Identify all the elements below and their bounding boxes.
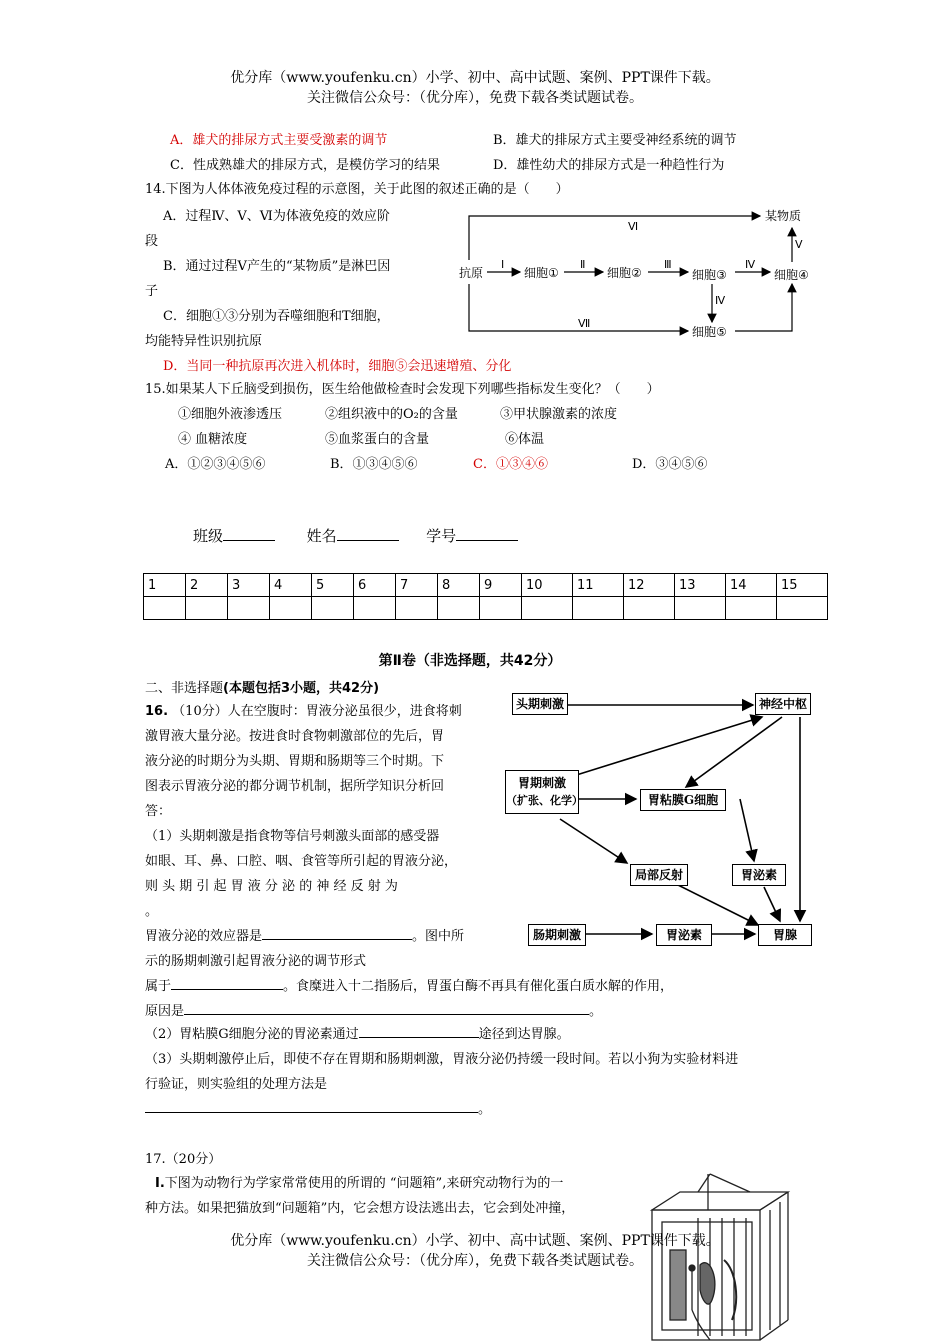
gastrin-box-2: 胃泌素 [656, 924, 712, 946]
q14-option-c-2: 均能特异性识别抗原 [145, 334, 263, 349]
answer-number: 4 [270, 574, 312, 597]
q13-option-a: A．雄犬的排尿方式主要受激素的调节 [170, 133, 388, 148]
reason-blank[interactable] [184, 1001, 589, 1015]
q16-line-1-text: （10分）人在空腹时：胃液分泌虽很少，进食将刺 [172, 704, 462, 719]
answer-number: 12 [624, 574, 675, 597]
q16-line-1 [145, 700, 462, 719]
answer-number: 14 [726, 574, 777, 597]
q17-part1-line-2: 种方法。如果把猫放到“问题箱”内，它会想方设法逃出去，它会到处冲撞， [145, 1201, 575, 1216]
answer-table [143, 573, 828, 620]
q16-line-4: 图表示胃液分泌的都分调节机制，据所学知识分析回 [145, 779, 445, 794]
answer-cell[interactable] [270, 597, 312, 620]
g-cell-box: 胃粘膜G细胞 [640, 789, 726, 811]
q16-sub1-line-1: （1）头期刺激是指食物等信号刺激头面部的感受器 [145, 829, 440, 844]
q16-sub3-line-2: 行验证，则实验组的处理方法是 [145, 1077, 328, 1092]
regulation-blank[interactable] [171, 976, 283, 990]
q17-part1-line-1 [155, 1172, 563, 1191]
answer-number: 5 [312, 574, 354, 597]
answer-number: 3 [228, 574, 270, 597]
q16-sub3-line-3 [145, 1098, 491, 1117]
answer-table-header-row [144, 574, 828, 597]
cell5-label: 细胞⑤ [692, 325, 727, 339]
q16-sub1-line-8 [145, 1000, 602, 1019]
q16-sub1-line-4: 。 [145, 904, 159, 919]
q14-option-b-2: 子 [145, 284, 159, 299]
intestine-stimulus-box: 肠期刺激 [528, 924, 586, 946]
answer-number: 15 [777, 574, 828, 597]
answer-number: 11 [573, 574, 624, 597]
q16-sub3-line-1: （3）头期刺激停止后，即使不存在胃期和肠期刺激，胃液分泌仍持缓一段时间。若以小狗为实验材料进 [145, 1052, 739, 1067]
q15-option-d: D．③④⑤⑥ [632, 457, 708, 472]
q14-stem: 14.下图为人体体液免疫过程的示意图，关于此图的叙述正确的是（ ） [145, 182, 569, 197]
q17-part1-line-1-text: 下图为动物行为学家常常使用的所谓的 “问题箱”,来研究动物行为的一 [164, 1176, 564, 1191]
antigen-label: 抗原 [459, 266, 484, 280]
q15-item-2: ②组织液中的O₂的含量 [325, 407, 458, 422]
head-stimulus-box: 头期刺激 [512, 693, 568, 715]
q14-option-c-1: C．细胞①③分别为吞噬细胞和T细胞， [163, 309, 390, 324]
process-5-label: Ⅴ [795, 238, 803, 251]
q15-item-4: ④ 血糖浓度 [178, 432, 248, 447]
q16-sub1-line-5 [145, 925, 464, 944]
q14-option-a-2: 段 [145, 234, 159, 249]
process-4b-label: Ⅳ [715, 294, 726, 307]
class-label: 班级 [193, 527, 224, 545]
name-label: 姓名 [306, 527, 337, 545]
q16-sub1-line-7 [145, 975, 673, 994]
part2-subtitle [145, 677, 379, 696]
stomach-stimulus-label: 胃期刺激 [517, 776, 566, 790]
answer-number: 6 [354, 574, 396, 597]
answer-number: 9 [480, 574, 522, 597]
answer-number: 13 [675, 574, 726, 597]
cell2-label: 细胞② [607, 266, 642, 280]
q16-effector-prompt: 胃液分泌的效应器是 [145, 929, 263, 944]
answer-cell[interactable] [573, 597, 624, 620]
part2-subtitle-bold: (本题包括3小题，共42分) [223, 681, 380, 696]
q15-item-3: ③甲状腺激素的浓度 [500, 407, 618, 422]
answer-number: 1 [144, 574, 186, 597]
q16-sub2 [145, 1023, 570, 1042]
q16-reason-suffix: 。 [589, 1004, 603, 1019]
q15-option-c: C．①③④⑥ [473, 457, 548, 472]
answer-cell[interactable] [186, 597, 228, 620]
q16-number: 16. [145, 704, 169, 719]
gastric-gland-box: 胃腺 [758, 924, 812, 946]
q16-sub1-line-6: 示的肠期刺激引起胃液分泌的调节形式 [145, 954, 367, 969]
footer-line-2: 关注微信公众号：（优分库），免费下载各类试题试卷。 [307, 1253, 643, 1269]
q16-sub1-line-2: 如眼、耳、鼻、口腔、咽、食管等所引起的胃液分泌， [145, 854, 458, 869]
name-field[interactable] [337, 527, 399, 541]
q15-stem: 15.如果某人下丘脑受到损伤，医生给他做检查时会发现下列哪些指标发生变化？（ ） [145, 382, 660, 397]
q15-option-b: B．①③④⑤⑥ [330, 457, 418, 472]
process-7-label: Ⅶ [578, 317, 591, 330]
q16-line-5: 答： [145, 804, 172, 819]
q16-line-2: 激胃液大量分泌。按进食时食物刺激部位的先后，胃 [145, 729, 445, 744]
cell3-label: 细胞③ [692, 268, 727, 282]
q16-sub1-line-3: 则 头 期 引 起 胃 液 分 泌 的 神 经 反 射 为 [145, 879, 398, 894]
q16-regulation-prompt: 属于 [145, 979, 172, 994]
gastric-diagram-arrows [500, 685, 820, 955]
q14-option-d: D．当同一种抗原再次进入机体时，细胞⑤会迅速增殖、分化 [163, 359, 512, 374]
header-line-1: 优分库（www.youfenku.cn）小学、初中、高中试题、案例、PPT课件下载。 [230, 70, 720, 86]
cell1-label: 细胞① [524, 266, 559, 280]
q15-option-a: A．①②③④⑤⑥ [165, 457, 266, 472]
method-blank[interactable] [145, 1099, 478, 1113]
part2-title: 第Ⅱ卷（非选择题，共42分） [378, 653, 562, 669]
answer-cell[interactable] [624, 597, 675, 620]
answer-cell[interactable] [480, 597, 522, 620]
effector-blank[interactable] [262, 926, 412, 940]
pathway-blank[interactable] [359, 1024, 479, 1038]
q16-effector-suffix: 。图中所 [412, 929, 465, 944]
q14-option-a-1: A．过程Ⅳ、Ⅴ、Ⅵ为体液免疫的效应阶 [163, 209, 390, 224]
process-3-label: Ⅲ [664, 258, 672, 271]
answer-cell[interactable] [675, 597, 726, 620]
part2-subtitle-plain: 二、非选择题 [145, 681, 224, 696]
stomach-stimulus-sub: （扩张、化学） [506, 794, 583, 807]
process-6-label: Ⅵ [628, 220, 639, 233]
q15-item-1: ①细胞外液渗透压 [178, 407, 283, 422]
answer-cell[interactable] [522, 597, 573, 620]
answer-cell[interactable] [726, 597, 777, 620]
answer-cell[interactable] [777, 597, 828, 620]
answer-cell[interactable] [438, 597, 480, 620]
immune-diagram [455, 200, 825, 350]
answer-table-answer-row [144, 597, 828, 620]
answer-cell[interactable] [396, 597, 438, 620]
q16-sub3-suffix: 。 [478, 1102, 492, 1117]
q16-regulation-suffix: 。食糜进入十二指肠后，胃蛋白酶不再具有催化蛋白质水解的作用， [283, 979, 674, 994]
process-1-label: Ⅰ [501, 258, 505, 271]
answer-number: 10 [522, 574, 573, 597]
q13-option-c: C．性成熟雄犬的排尿方式，是模仿学习的结果 [170, 158, 440, 173]
answer-cell[interactable] [354, 597, 396, 620]
q17-part1-label: I. [155, 1176, 165, 1191]
footer-line-1: 优分库（www.youfenku.cn）小学、初中、高中试题、案例、PPT课件下载。 [230, 1233, 720, 1249]
q16-reason-prompt: 原因是 [145, 1004, 185, 1019]
gastrin-box-1: 胃泌素 [732, 864, 786, 886]
local-reflex-box: 局部反射 [630, 864, 688, 886]
q15-item-6: ⑥体温 [505, 432, 545, 447]
number-label: 学号 [426, 527, 457, 545]
q16-line-3: 液分泌的时期分为头期、胃期和肠期等三个时期。下 [145, 754, 445, 769]
number-field[interactable] [456, 527, 518, 541]
student-info [193, 525, 518, 546]
answer-number: 8 [438, 574, 480, 597]
q13-option-d: D．雄性幼犬的排尿方式是一种趋性行为 [493, 158, 725, 173]
answer-number: 2 [186, 574, 228, 597]
substance-label: 某物质 [765, 209, 802, 223]
class-field[interactable] [223, 527, 275, 541]
answer-cell[interactable] [228, 597, 270, 620]
q14-option-b-1: B．通过过程Ⅴ产生的“某物质”是淋巴因 [163, 259, 391, 274]
header-line-2: 关注微信公众号：（优分库），免费下载各类试题试卷。 [307, 90, 643, 106]
q15-item-5: ⑤血浆蛋白的含量 [325, 432, 430, 447]
q17-heading: 17.（20分） [145, 1152, 222, 1167]
q16-sub2-suffix: 途径到达胃腺。 [478, 1027, 570, 1042]
answer-cell[interactable] [312, 597, 354, 620]
q16-sub2-prompt: （2）胃粘膜G细胞分泌的胃泌素通过 [145, 1027, 359, 1042]
answer-cell[interactable] [144, 597, 186, 620]
process-2-label: Ⅱ [580, 258, 586, 271]
stomach-stimulus-box [505, 770, 583, 814]
cell4-label: 细胞④ [774, 268, 809, 282]
answer-number: 7 [396, 574, 438, 597]
q13-option-b: B．雄犬的排尿方式主要受神经系统的调节 [493, 133, 737, 148]
process-4-label: Ⅳ [745, 258, 756, 271]
nerve-center-box: 神经中枢 [755, 693, 811, 715]
